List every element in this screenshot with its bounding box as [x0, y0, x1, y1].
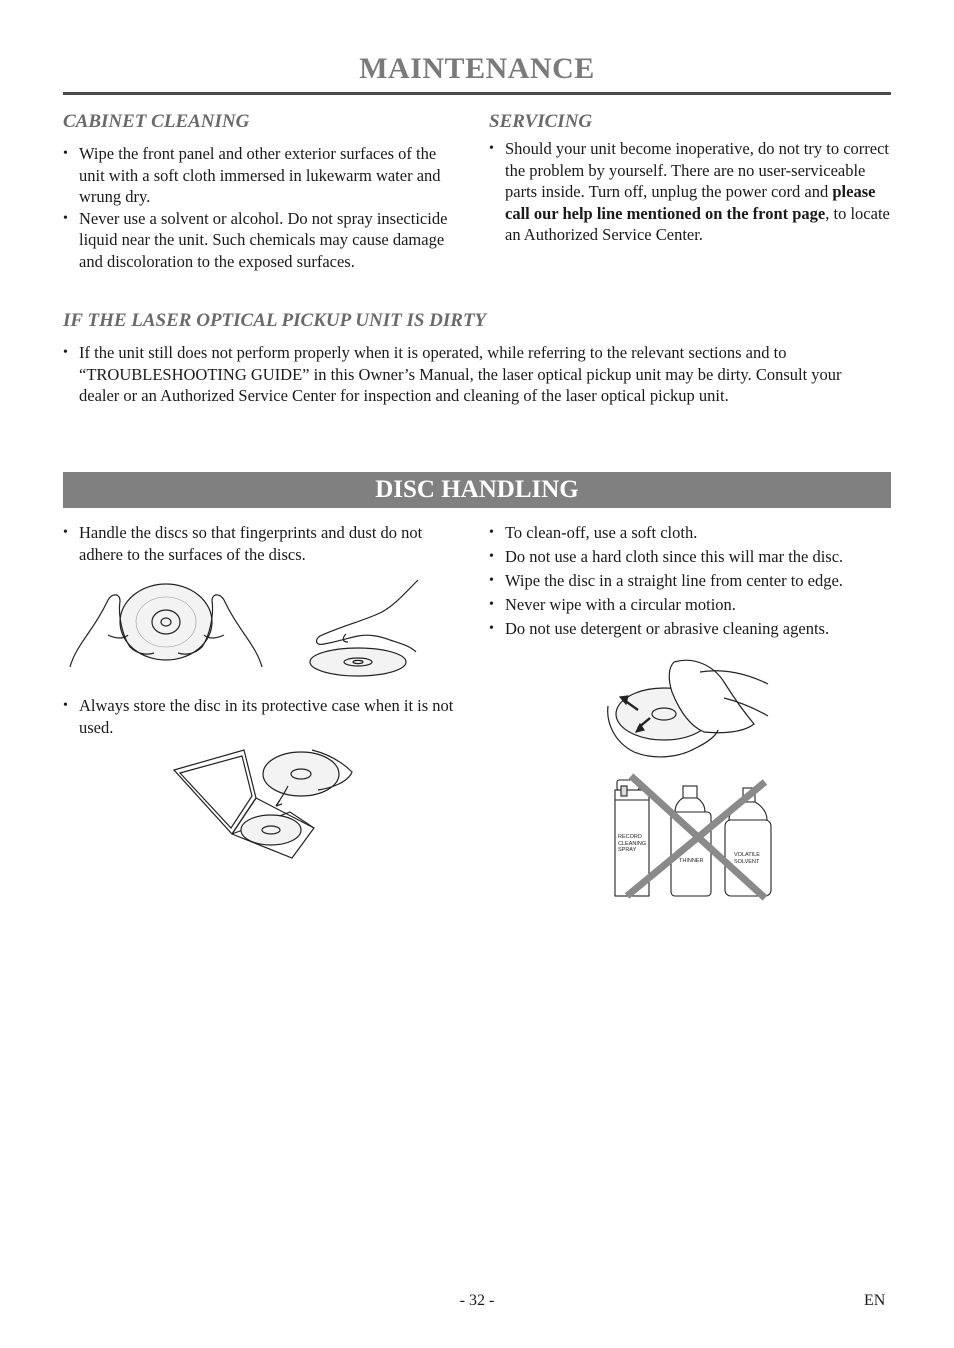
servicing-list [489, 138, 893, 246]
disc-handling-banner: DISC HANDLING [63, 472, 891, 508]
bottle-label-text: SOLVENT [734, 858, 760, 865]
list-item: • Never wipe with a circular motion. [489, 593, 893, 617]
servicing-text-before: Should your unit become inoperative, do not try to correct the problem by yourself. There are no user-serviceable parts inside. Turn off, unplug the power cord and [505, 139, 889, 201]
list-item: • Do not use detergent or abrasive cleaning agents. [489, 617, 893, 641]
bottle-label-text: RECORD [618, 834, 642, 840]
cabinet-cleaning-list [63, 143, 463, 272]
page-title: MAINTENANCE [359, 52, 595, 85]
cabinet-cleaning-heading: CABINET CLEANING [63, 111, 250, 132]
list-item: • Do not use a hard cloth since this will mar the disc. [489, 545, 893, 569]
list-item: • If the unit still does not perform properly when it is operated, while referring to the relevant sections and to “TROUBLESHOOTING GUIDE” in this Owner’s Manual, the laser optical pickup unit may be dirty. Consult your dealer or an Authorized Service Center for inspection and cleaning of the laser optical pickup unit. [63, 342, 883, 407]
laser-list [63, 342, 883, 407]
list-item [489, 138, 893, 246]
page-number: - 32 - [459, 1292, 495, 1309]
hand-picking-up-disc-illustration [306, 578, 426, 678]
title-rule [63, 92, 891, 95]
servicing-heading: SERVICING [489, 111, 593, 132]
disc-left-list-1 [63, 522, 463, 565]
servicing-text-bold: please call our help line mentioned on the front page [505, 182, 876, 223]
list-item: • Wipe the disc in a straight line from center to edge. [489, 569, 893, 593]
disc-right-list [489, 521, 893, 641]
list-item: • Handle the discs so that fingerprints and dust do not adhere to the surfaces of the discs. [63, 522, 463, 565]
language-code: EN [864, 1292, 886, 1309]
bottle-label-text: VOLATILE [734, 852, 760, 858]
wiping-disc-illustration [604, 652, 770, 764]
laser-heading: IF THE LASER OPTICAL PICKUP UNIT IS DIRTY [63, 310, 487, 331]
bottle-label-record [618, 834, 646, 854]
hands-holding-disc-illustration [66, 575, 266, 675]
bottle-label-text: CLEANING [618, 840, 647, 847]
disc-case-illustration [172, 748, 356, 862]
bottle-label-volatile [734, 852, 760, 865]
list-item: • Never use a solvent or alcohol. Do not spray insecticide liquid near the unit. Such chemicals may cause damage and discoloration to the exposed surfaces. [63, 208, 463, 273]
list-item: • To clean-off, use a soft cloth. [489, 521, 893, 545]
bottle-label-thinner: THINNER [679, 858, 704, 864]
servicing-text-after: , to locate an Authorized Service Center. [505, 203, 890, 244]
list-item: • Always store the disc in its protective case when it is not used. [63, 695, 463, 738]
disc-left-list-2 [63, 695, 463, 738]
bottle-label-text: SPRAY [618, 847, 637, 853]
list-item: • Wipe the front panel and other exterior surfaces of the unit with a soft cloth immersed in lukewarm water and wrung dry. [63, 143, 463, 208]
